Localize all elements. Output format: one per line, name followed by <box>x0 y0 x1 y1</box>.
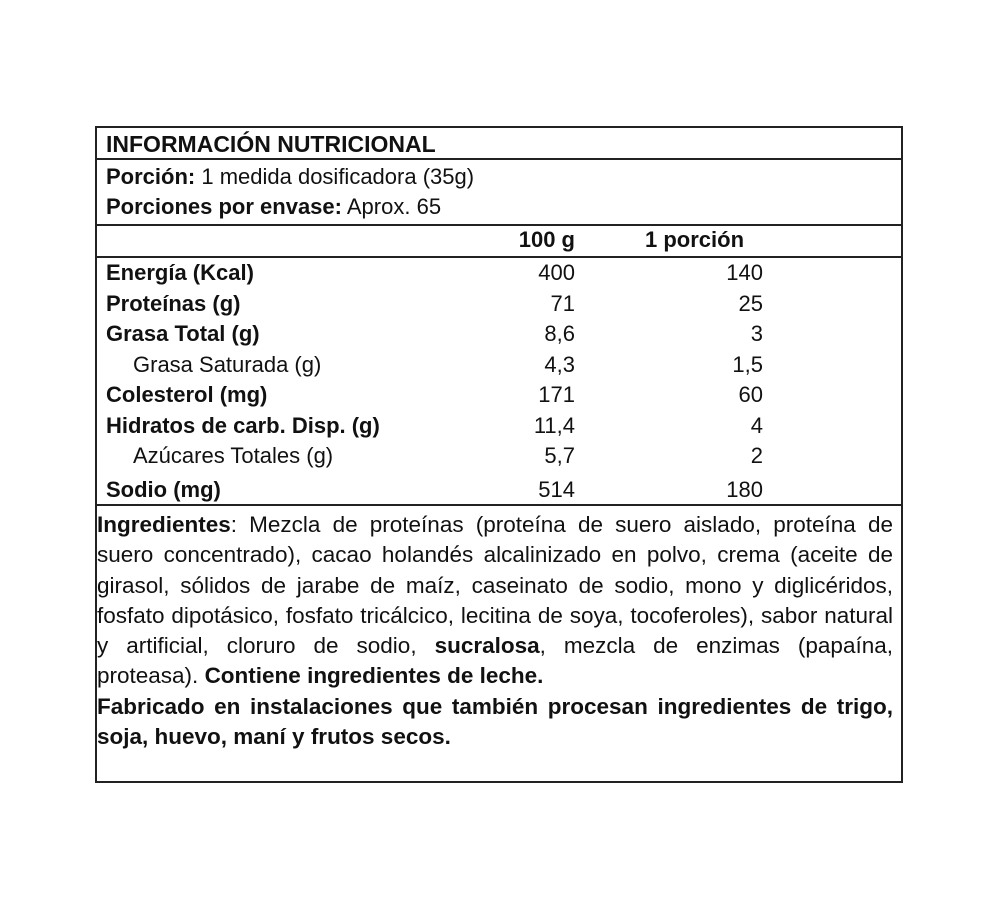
nutrient-per-serving: 180 <box>726 476 763 502</box>
portion-info <box>97 160 901 226</box>
nutrient-per100: 514 <box>538 476 575 502</box>
nutrient-per100: 8,6 <box>544 321 575 346</box>
nutrient-name: Grasa Saturada (g) <box>133 351 322 377</box>
nutrient-row-energy <box>97 258 901 289</box>
ingredients-paragraph <box>97 510 893 692</box>
ingredients-text-2: , mezcla de enzimas (papaína, proteasa). <box>97 633 893 689</box>
allergen-statement: Contiene ingredientes de leche. <box>204 663 544 689</box>
nutrient-row-saturated-fat <box>97 350 901 381</box>
ingredients-sweetener: sucralosa <box>434 633 540 659</box>
nutrient-name: Grasa Total (g) <box>106 321 260 346</box>
nutrient-per100: 171 <box>538 382 575 407</box>
nutrient-name: Azúcares Totales (g) <box>133 443 334 468</box>
portion-line <box>106 162 901 192</box>
facility-warning <box>97 692 893 753</box>
nutrition-facts-label <box>95 126 903 783</box>
nutrient-per100: 400 <box>538 260 575 285</box>
nutrient-per-serving: 1,5 <box>732 351 763 377</box>
nutrient-row-carbohydrates <box>97 411 901 442</box>
servings-line <box>106 192 901 222</box>
nutrient-per-serving: 3 <box>750 321 763 346</box>
ingredients-section <box>97 506 901 781</box>
nutrient-table <box>97 258 901 506</box>
nutrient-row-total-fat <box>97 319 901 350</box>
ingredients-heading: Ingredientes <box>97 512 231 537</box>
facility-warning-text: Fabricado en instalaciones que también procesan ingredientes de trigo, soja, huevo, maní y frutos secos. <box>97 693 893 750</box>
servings-value: Aprox. 65 <box>341 194 442 219</box>
nutrient-name: Hidratos de carb. Disp. (g) <box>106 412 380 438</box>
ingredients-text-1: : Mezcla de proteínas (proteína de suero aislado, proteína de suero concentrado), cacao holandés alcalinizado en polvo, crema (aceite de girasol, sólidos de jarabe de maíz, caseinato de sodio, mono y diglicéridos, fosfato dipotásico, fosfato tricálcico, lecitina de soya, tocoferoles), sabor natural y artificial, cloruro de sodio, <box>97 512 893 659</box>
column-per-serving: 1 porción <box>645 227 745 252</box>
nutrient-per-serving: 2 <box>750 443 763 468</box>
nutrient-row-total-sugars <box>97 441 901 472</box>
nutrient-per100: 5,7 <box>544 443 575 468</box>
nutrient-per100: 11,4 <box>533 412 575 438</box>
nutrient-per100: 71 <box>550 290 575 316</box>
nutrient-per-serving: 140 <box>726 260 763 285</box>
nutrient-name: Sodio (mg) <box>106 476 221 502</box>
servings-label: Porciones por envase: <box>106 194 342 219</box>
column-header <box>97 226 901 258</box>
nutrient-name: Proteínas (g) <box>106 290 241 316</box>
label-title: INFORMACIÓN NUTRICIONAL <box>97 128 901 160</box>
nutrient-per100: 4,3 <box>544 351 575 377</box>
nutrient-per-serving: 25 <box>738 290 763 316</box>
nutrient-row-sodium <box>97 475 901 506</box>
portion-value: 1 medida dosificadora (35g) <box>195 164 475 189</box>
nutrient-row-cholesterol <box>97 380 901 411</box>
nutrient-per-serving: 4 <box>750 412 763 438</box>
portion-label: Porción: <box>106 164 196 189</box>
nutrient-name: Energía (Kcal) <box>106 260 254 285</box>
nutrient-per-serving: 60 <box>738 382 763 407</box>
nutrient-name: Colesterol (mg) <box>106 382 268 407</box>
nutrient-row-protein <box>97 289 901 320</box>
column-per-100g: 100 g <box>518 227 575 252</box>
